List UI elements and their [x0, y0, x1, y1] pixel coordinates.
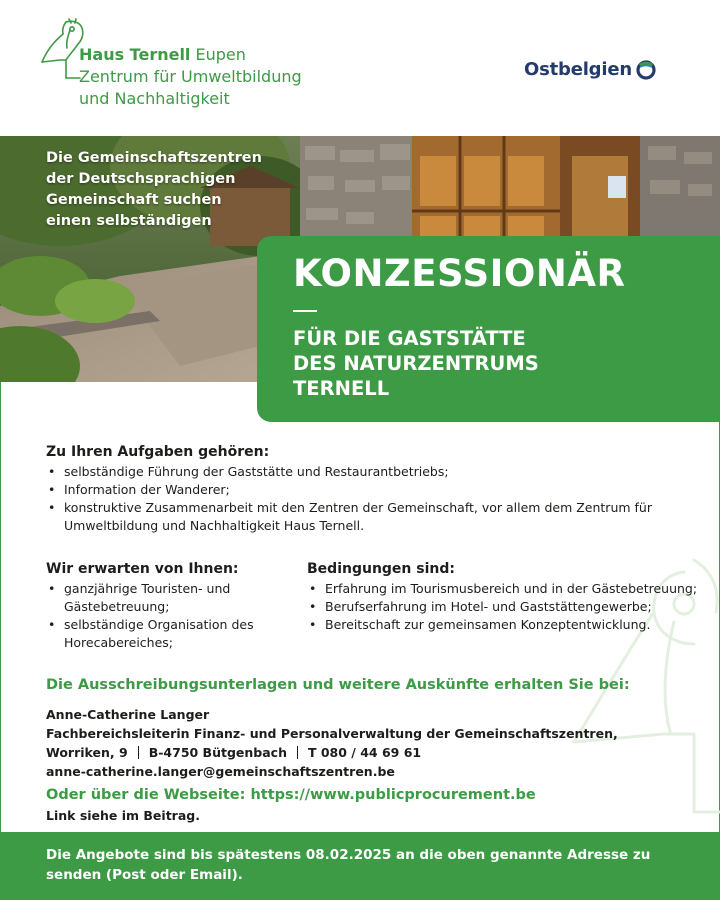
headline-title: KONZESSIONÄR [293, 252, 626, 295]
list-item: • konstruktive Zusammenarbeit mit den Zentren der Gemeinschaft, vor allem dem Zentrum für Umweltbildung und Nachhaltigkeit Haus Ternell. [46, 499, 686, 535]
separator [297, 746, 298, 759]
list-item: • selbständige Führung der Gaststätte und Restaurantbetriebs; [46, 463, 686, 481]
contact-phone[interactable]: T 080 / 44 69 61 [307, 745, 422, 760]
list-item: • selbständige Organisation des Horecabereiches; [46, 616, 286, 652]
deadline-text: Die Angebote sind bis spätestens 08.02.2025 an die oben genannte Adresse zu senden (Post oder Email). [46, 847, 651, 883]
headline-subtitle [293, 326, 539, 401]
brand-place: Eupen [190, 45, 246, 64]
headline-panel [257, 236, 720, 422]
contact-address-row [46, 743, 618, 762]
subtitle-line: TERNELL [293, 377, 390, 400]
contact-role: Fachbereichsleiterin Finanz- und Personalverwaltung der Gemeinschaftszentren, [46, 726, 618, 741]
website-note: Link siehe im Beitrag. [46, 808, 200, 823]
list-item: • Erfahrung im Tourismusbereich und in der Gästebetreuung; [307, 580, 707, 598]
ostbelgien-mark-icon [635, 58, 657, 80]
expectations-heading: Wir erwarten von Ihnen: [46, 561, 239, 577]
list-item: • ganzjährige Touristen- und Gästebetreuung; [46, 580, 286, 616]
brand-tagline-1: Zentrum für Umweltbildung [79, 67, 302, 86]
intro-text [46, 148, 306, 232]
intro-line: Gemeinschaft suchen [46, 192, 222, 208]
list-item: • Bereitschaft zur gemeinsamen Konzeptentwicklung. [307, 616, 707, 634]
ostbelgien-logo-text: Ostbelgien [524, 58, 632, 80]
contact-block [46, 705, 618, 781]
contact-name: Anne-Catherine Langer [46, 707, 210, 722]
contact-email[interactable]: anne-catherine.langer@gemeinschaftszentren.be [46, 764, 395, 779]
separator [138, 746, 139, 759]
conditions-heading: Bedingungen sind: [307, 561, 455, 577]
tasks-section [46, 444, 686, 535]
contact-city: B-4750 Bütgenbach [148, 745, 287, 760]
footer-banner [0, 832, 720, 900]
header [0, 0, 720, 136]
intro-line: einen selbständigen [46, 213, 212, 229]
intro-line: Die Gemeinschaftszentren [46, 150, 262, 166]
brand-name: Haus Ternell [79, 45, 191, 64]
tasks-list [46, 463, 686, 535]
contact-heading: Die Ausschreibungsunterlagen und weitere Auskünfte erhalten Sie bei: [46, 677, 630, 693]
ostbelgien-logo [524, 58, 657, 80]
brand-tagline-2: und Nachhaltigkeit [79, 89, 230, 108]
list-item: • Berufserfahrung im Hotel- und Gaststättengewerbe; [307, 598, 707, 616]
tasks-heading: Zu Ihren Aufgaben gehören: [46, 444, 270, 460]
headline-divider [293, 310, 317, 312]
brand-block [79, 44, 302, 110]
website-link[interactable]: Oder über die Webseite: https://www.publicprocurement.be [46, 787, 536, 803]
subtitle-line: DES NATURZENTRUMS [293, 352, 539, 375]
conditions-list [307, 580, 707, 634]
expectations-list [46, 580, 286, 652]
intro-line: der Deutschsprachigen [46, 171, 236, 187]
list-item: • Information der Wanderer; [46, 481, 686, 499]
subtitle-line: FÜR DIE GASTSTÄTTE [293, 327, 526, 350]
expectations-section [46, 561, 286, 652]
contact-street: Worriken, 9 [46, 745, 128, 760]
conditions-section [307, 561, 707, 634]
